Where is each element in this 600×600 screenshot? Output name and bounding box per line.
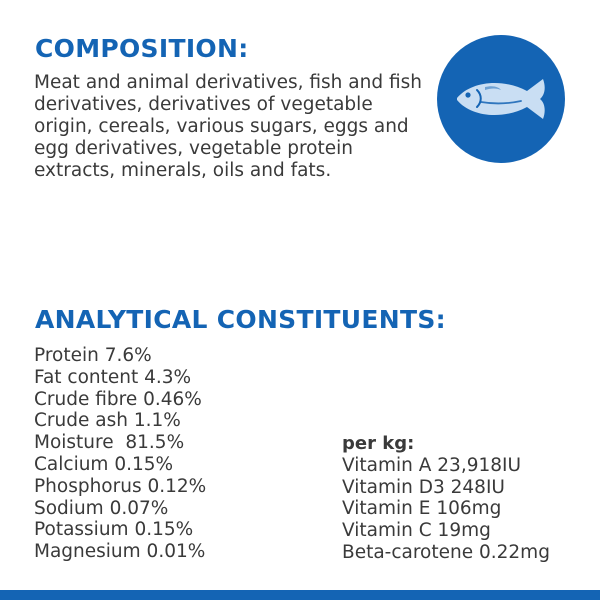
constituent-item: Crude ash 1.1%: [34, 410, 181, 432]
vitamin-item: Vitamin A 23,918IU: [342, 454, 522, 476]
per-kg-label: per kg:: [342, 433, 415, 454]
constituent-item: Sodium 0.07%: [34, 497, 169, 519]
composition-text: Meat and animal derivatives, fish and fish derivatives, derivatives of vegetable origin, cereals, various sugars, eggs and egg derivatives, vegetable protein extracts, minerals, oils and fats.: [34, 72, 422, 181]
constituent-item: Phosphorus 0.12%: [34, 475, 207, 497]
constituent-item: Moisture 81.5%: [34, 432, 185, 454]
fish-badge: [437, 35, 565, 163]
constituent-item: Magnesium 0.01%: [34, 541, 206, 563]
vitamin-item: Vitamin E 106mg: [342, 498, 502, 520]
composition-heading: COMPOSITION:: [35, 34, 249, 63]
analytical-heading: ANALYTICAL CONSTITUENTS:: [35, 305, 446, 334]
bottom-bar: [0, 590, 600, 600]
constituent-item: Calcium 0.15%: [34, 453, 174, 475]
fish-icon: [437, 35, 565, 163]
vitamin-item: Vitamin C 19mg: [342, 520, 491, 542]
constituent-item: Crude fibre 0.46%: [34, 388, 202, 410]
vitamins-block: [342, 433, 550, 564]
vitamins-list: [342, 455, 550, 564]
vitamin-item: Vitamin D3 248IU: [342, 476, 505, 498]
constituent-item: Protein 7.6%: [34, 345, 152, 366]
constituent-item: Fat content 4.3%: [34, 366, 192, 388]
constituent-item: Potassium 0.15%: [34, 519, 194, 541]
vitamin-item: Beta-carotene 0.22mg: [342, 541, 550, 563]
constituents-list: [34, 345, 206, 563]
